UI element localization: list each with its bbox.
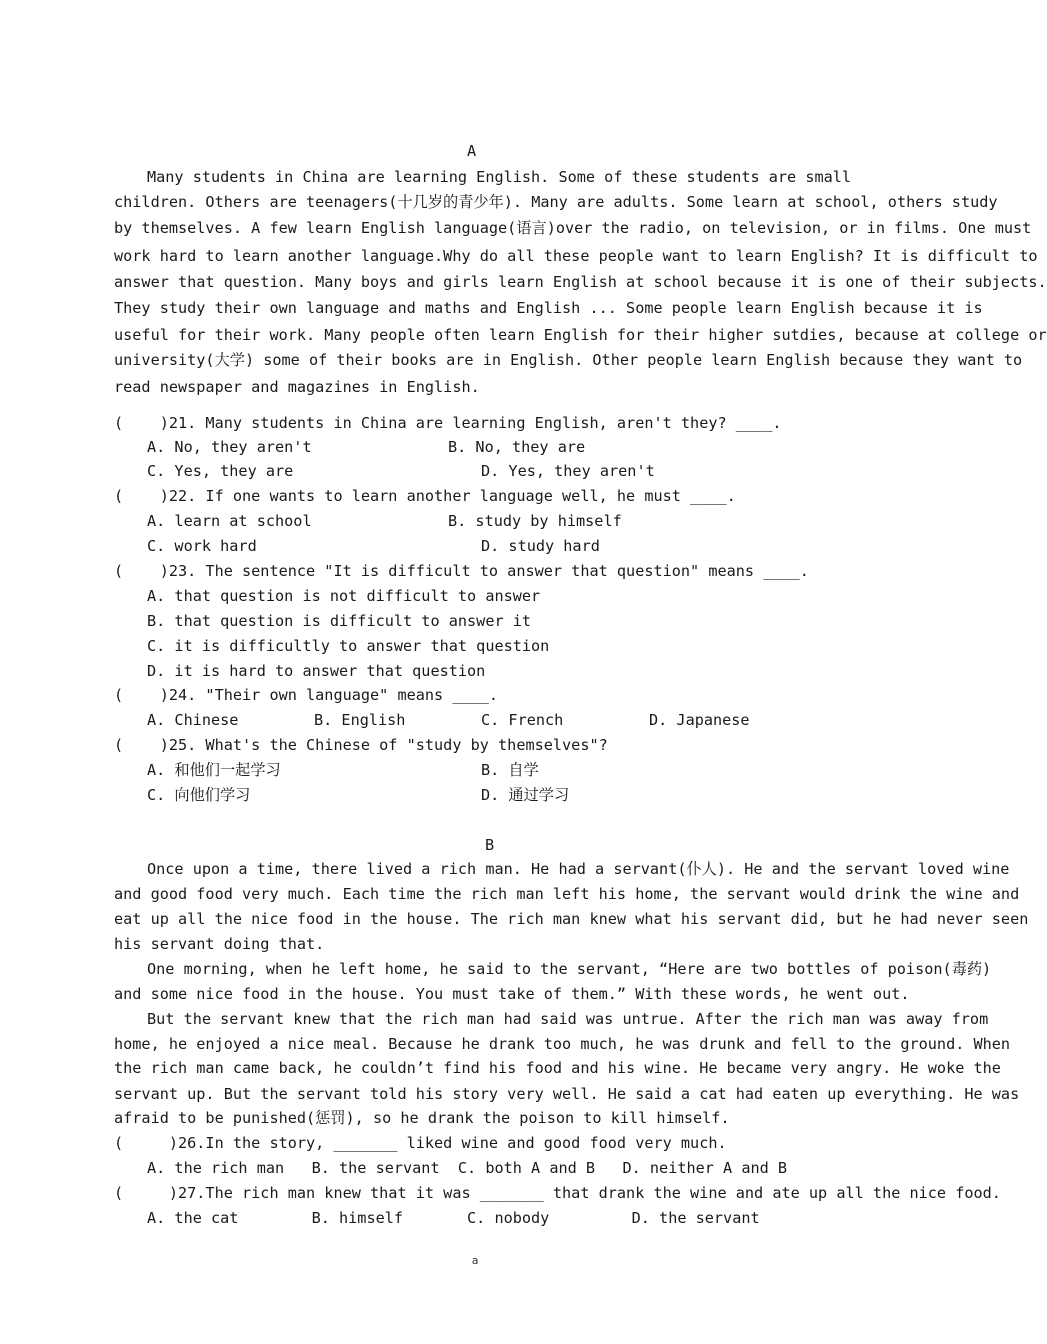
question-21-option-d: D. Yes, they aren't [481, 462, 655, 480]
passage-a-line: read newspaper and magazines in English. [114, 378, 480, 396]
passage-a-line: They study their own language and maths and English ... Some people learn English because it is [114, 299, 983, 317]
passage-b-heading: B [485, 836, 495, 854]
passage-b-line: and some nice food in the house. You must take of them.” With these words, he went out. [114, 985, 910, 1003]
question-25-option-d: D. 通过学习 [481, 786, 570, 804]
question-23-option-b: B. that question is difficult to answer it [147, 612, 532, 630]
question-21-option-b: B. No, they are [448, 438, 586, 456]
question-25-stem: ( )25. What's the Chinese of "study by themselves"? [114, 736, 608, 754]
question-26-stem: ( )26.In the story, _______ liked wine and good food very much. [114, 1134, 727, 1152]
question-27-options: A. the cat B. himself C. nobody D. the servant [147, 1209, 760, 1227]
question-24-option-b: B. English [314, 711, 406, 729]
question-22-option-d: D. study hard [481, 537, 600, 555]
passage-b-line: servant up. But the servant told his story very well. He said a cat had eaten up everything. He was [114, 1085, 1020, 1103]
passage-b-line: eat up all the nice food in the house. The rich man knew what his servant did, but he had never seen [114, 910, 1029, 928]
passage-b-line: the rich man came back, he couldn’t find his food and his wine. He became very angry. He woke the [114, 1059, 1001, 1077]
passage-b-line: One morning, when he left home, he said to the servant, “Here are two bottles of poison(毒药) [147, 960, 992, 978]
question-24-option-a: A. Chinese [147, 711, 239, 729]
question-24-stem: ( )24. "Their own language" means ____. [114, 686, 499, 704]
question-22-option-b: B. study by himself [448, 512, 622, 530]
passage-a-line: university(大学) some of their books are in English. Other people learn English because they want to [114, 351, 1023, 369]
passage-a-line: Many students in China are learning English. Some of these students are small [147, 168, 852, 186]
question-25-option-b: B. 自学 [481, 761, 539, 779]
passage-a-line: children. Others are teenagers(十几岁的青少年). Many are adults. Some learn at school, others study [114, 193, 998, 211]
question-26-options: A. the rich man B. the servant C. both A and B D. neither A and B [147, 1159, 788, 1177]
question-23-stem: ( )23. The sentence "It is difficult to answer that question" means ____. [114, 562, 809, 580]
passage-b-line: his servant doing that. [114, 935, 325, 953]
passage-a-line: work hard to learn another language.Why do all these people want to learn English? It is difficult to [114, 247, 1038, 265]
question-22-option-a: A. learn at school [147, 512, 312, 530]
passage-b-line: home, he enjoyed a nice meal. Because he drank too much, he was drunk and fell to the ground. When [114, 1035, 1011, 1053]
passage-b-line: But the servant knew that the rich man had said was untrue. After the rich man was away from [147, 1010, 989, 1028]
question-25-option-a: A. 和他们一起学习 [147, 761, 281, 779]
passage-a-line: by themselves. A few learn English language(语言)over the radio, on television, or in films. One must [114, 219, 1032, 237]
question-25-option-c: C. 向他们学习 [147, 786, 251, 804]
question-21-option-c: C. Yes, they are [147, 462, 294, 480]
passage-a-line: useful for their work. Many people often learn English for their higher sutdies, because at college or [114, 326, 1047, 344]
passage-a-heading: A [467, 142, 477, 160]
question-23-option-a: A. that question is not difficult to answer [147, 587, 541, 605]
question-23-option-d: D. it is hard to answer that question [147, 662, 486, 680]
page-footer: a [471, 1254, 479, 1267]
passage-b-line: afraid to be punished(惩罚), so he drank the poison to kill himself. [114, 1109, 730, 1127]
passage-b-line: and good food very much. Each time the rich man left his home, the servant would drink the wine and [114, 885, 1020, 903]
question-22-stem: ( )22. If one wants to learn another language well, he must ____. [114, 487, 736, 505]
question-21-stem: ( )21. Many students in China are learning English, aren't they? ____. [114, 414, 782, 432]
question-23-option-c: C. it is difficultly to answer that question [147, 637, 550, 655]
passage-a-line: answer that question. Many boys and girls learn English at school because it is one of their subjects. [114, 273, 1047, 291]
passage-b-line: Once upon a time, there lived a rich man. He had a servant(仆人). He and the servant loved wine [147, 860, 1010, 878]
question-24-option-d: D. Japanese [649, 711, 750, 729]
question-24-option-c: C. French [481, 711, 564, 729]
question-22-option-c: C. work hard [147, 537, 257, 555]
question-21-option-a: A. No, they aren't [147, 438, 312, 456]
question-27-stem: ( )27.The rich man knew that it was _______ that drank the wine and ate up all the nice food. [114, 1184, 1001, 1202]
